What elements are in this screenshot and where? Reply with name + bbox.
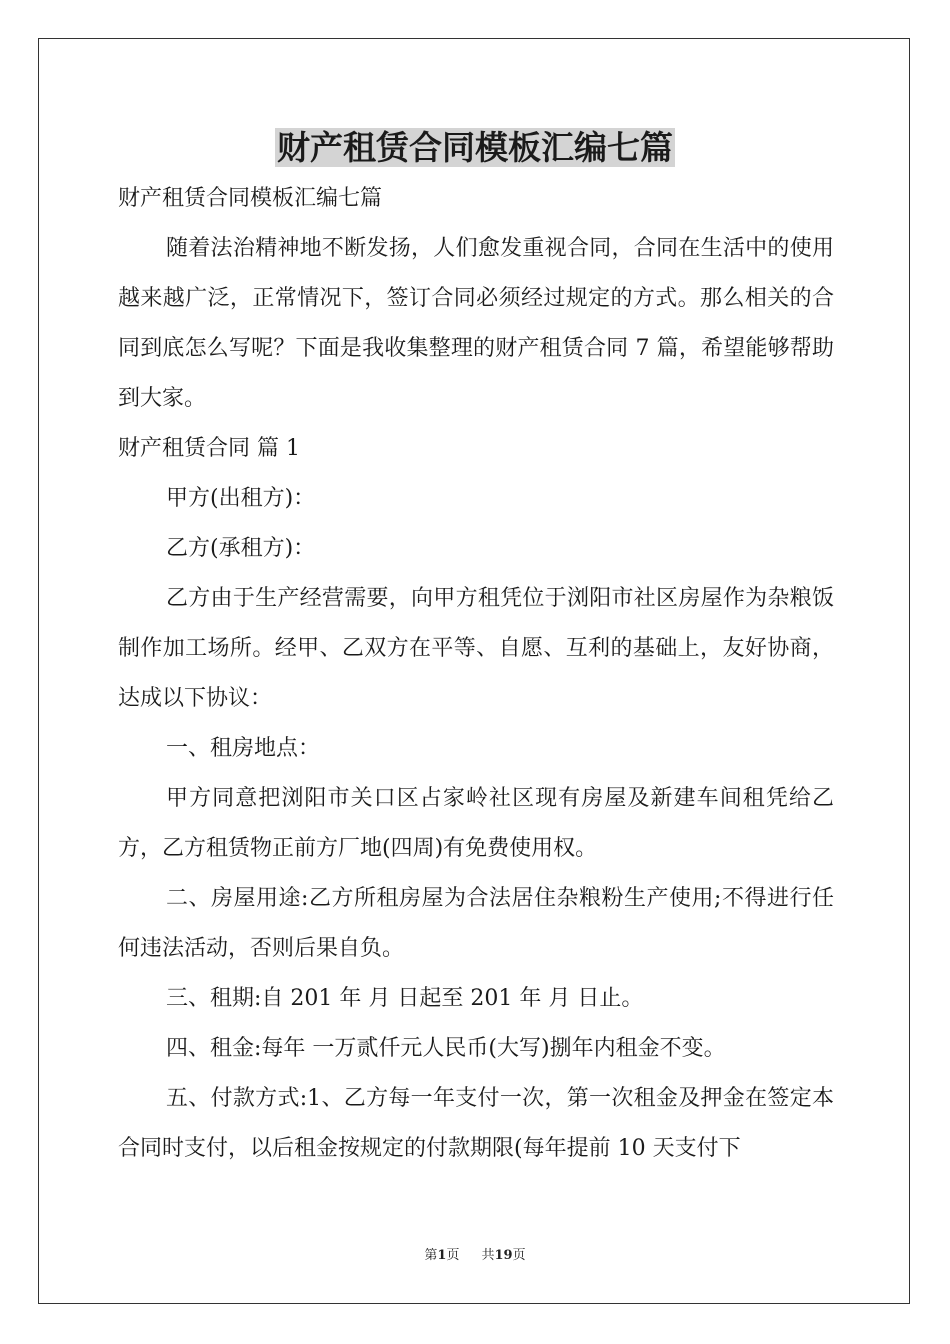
document-title (0, 124, 950, 172)
paragraph: 财产租赁合同 篇 1 (118, 436, 300, 461)
paragraph: 四、租金:每年 一万贰仟元人民币(大写)捌年内租金不变。 (166, 1036, 726, 1061)
footer-page-current: 1 (437, 1248, 447, 1263)
footer-total-suffix: 页 (512, 1248, 526, 1263)
paragraph: 甲方(出租方)： (166, 486, 316, 511)
footer-total-prefix: 共 (481, 1248, 495, 1263)
footer-page-prefix: 第 (424, 1248, 438, 1263)
paragraph: 乙方由于生产经营需要，向甲方租凭位于浏阳市社区房屋作为杂粮饭制作加工场所。经甲、乙双方在平等、自愿、互利的基础上，友好协商，达成以下协议： (118, 586, 834, 711)
paragraph: 财产租赁合同模板汇编七篇 (118, 186, 383, 211)
paragraph: 三、租期:自 201 年 月 日起至 201 年 月 日止。 (166, 986, 644, 1011)
paragraph: 二、房屋用途:乙方所租房屋为合法居住杂粮粉生产使用;不得进行任何违法活动，否则后果自负。 (118, 886, 834, 961)
paragraph: 乙方(承租方)： (166, 536, 316, 561)
paragraph: 五、付款方式:1、乙方每一年支付一次，第一次租金及押金在签定本合同时支付，以后租金按规定的付款期限(每年提前 10 天支付下 (118, 1086, 834, 1161)
footer-page-total: 19 (494, 1248, 513, 1263)
paragraph: 随着法治精神地不断发扬，人们愈发重视合同，合同在生活中的使用越来越广泛，正常情况下，签订合同必须经过规定的方式。那么相关的合同到底怎么写呢？下面是我收集整理的财产租赁合同 7 篇，希望能够帮助到大家。 (118, 236, 834, 411)
footer-page-suffix: 页 (446, 1248, 460, 1263)
document-title-text: 财产租赁合同模板汇编七篇 (277, 128, 673, 167)
paragraph: 甲方同意把浏阳市关口区占家岭社区现有房屋及新建车间租凭给乙方，乙方租赁物正前方厂地(四周)有免费使用权。 (118, 786, 834, 861)
page-footer (0, 1246, 950, 1266)
paragraph: 一、租房地点： (166, 736, 321, 761)
document-body (118, 174, 834, 1174)
